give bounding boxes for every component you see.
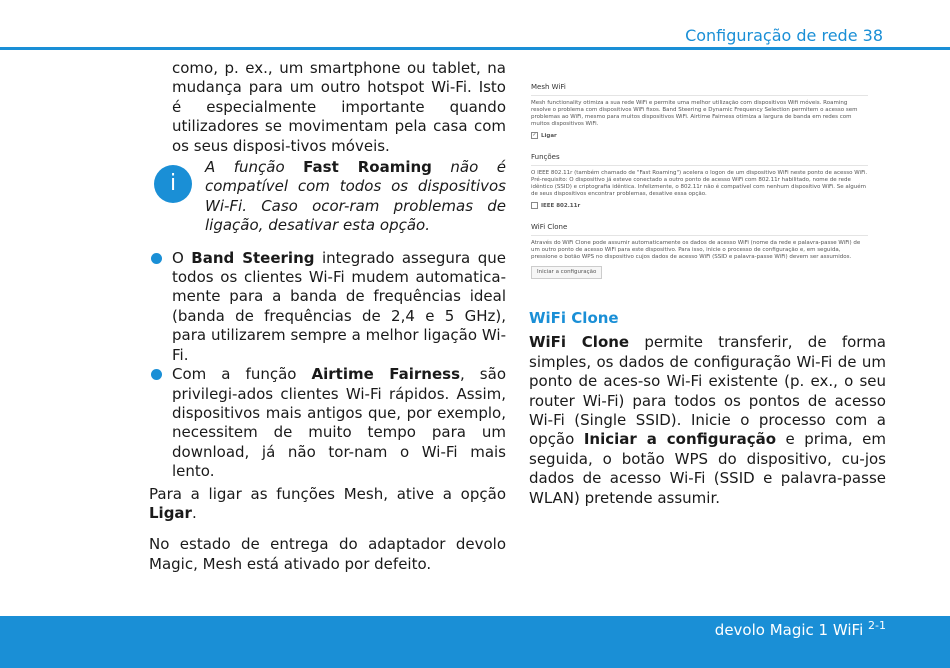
bullet-dot — [151, 253, 162, 264]
mesh-title: Mesh WiFi — [531, 83, 566, 91]
funcoes-description: O IEEE 802.11r (também chamado de "Fast Roaming") acelera o logon de um dispositivo WiFi neste ponto de acesso WiFi. Pré-requisito: O dispositivo já esteve conectado a outro ponto de acesso WiFi com 802.11r habilitado, nome de rede idêntico (SSID) e criptografia idêntica. Infelizmente, o 802.11r não é compatível com nenhum dispositivo WiFi. Se alguém de seus dispositivos encontrar problemas, desative essa opção. — [531, 170, 868, 197]
bullet-airtime-fairness — [149, 365, 506, 481]
header-rule — [0, 47, 950, 50]
start-configuration-button[interactable]: Iniciar a configuração — [531, 266, 602, 279]
ieee-label: IEEE 802.11r — [541, 203, 581, 209]
footer-text — [715, 619, 886, 639]
intro-paragraph: como, p. ex., um smartphone ou tablet, na mudança para um outro hotspot Wi-Fi. Isto é especialmente importante quando utilizadores se movimentam pela casa com os seus disposi-tivos móveis. — [172, 59, 506, 155]
note-text-post: não é compatível com todos os dispositivos Wi-Fi. Caso ocor-ram problemas de ligação, desativar esta opção. — [205, 158, 506, 235]
left-column — [149, 59, 506, 574]
clone-description: Através do WiFi Clone pode assumir automaticamente os dados de acesso WiFi (nome da rede e palavra-passe WiFi) de um outro ponto de acesso WiFi para este dispositivo. Para isso, inicie o processo de configuração e, em seguida, pressione o botão WPS no dispositivo cujos dados de acesso WiFi (SSID e palavra-passe WiFi) devem ser assumidos. — [531, 240, 861, 260]
enable-paragraph — [149, 485, 506, 524]
bullet1-bold: Band Steering — [191, 248, 315, 267]
bullet1-pre: O — [172, 248, 192, 267]
ligar-checkbox-row[interactable] — [531, 132, 868, 140]
default-state-paragraph: No estado de entrega do adaptador devolo Magic, Mesh está ativado por defeito. — [149, 535, 506, 573]
clone-text-1: permite transferir, de forma simples, os dados de configuração Wi-Fi de um ponto de aces-so Wi-Fi existente (p. ex., o seu router Wi-Fi) para todos os pontos de acesso Wi-Fi (Single SSID). Inicie o processo com a opção — [529, 333, 886, 449]
wifi-clone-heading: WiFi Clone — [529, 309, 619, 327]
note-text-bold: Fast Roaming — [303, 158, 432, 177]
clone-text-2: e prima, em seguida, o botão WPS do dispositivo, cu-jos dados de acesso Wi-Fi (SSID e palavra-passe WLAN) pretende assumir. — [529, 430, 886, 507]
page-header-title: Configuração de rede 38 — [685, 26, 883, 45]
right-column — [529, 309, 886, 508]
para1-bold: Ligar — [149, 503, 192, 522]
info-icon: i — [154, 165, 192, 203]
info-note — [149, 158, 506, 236]
note-text-pre: A função — [205, 158, 304, 177]
ligar-label: Ligar — [541, 133, 557, 139]
para1-pre: Para a ligar as funções Mesh, ative a opção — [149, 484, 506, 503]
bullet2-bold: Airtime Fairness — [311, 365, 460, 384]
para1-post: . — [191, 503, 197, 522]
clone-bold-1: WiFi Clone — [529, 333, 630, 352]
funcoes-title: Funções — [531, 153, 560, 161]
wifi-clone-paragraph — [529, 333, 886, 508]
bullet2-pre: Com a função — [172, 365, 312, 384]
clone-bold-2: Iniciar a configuração — [583, 430, 777, 449]
divider — [531, 165, 868, 166]
divider — [531, 95, 868, 96]
bullet-band-steering — [149, 249, 506, 365]
bullet-dot — [151, 369, 162, 380]
ieee-checkbox[interactable] — [531, 202, 538, 209]
divider — [531, 235, 868, 236]
mesh-description: Mesh functionality otimiza a sua rede WiFi e permite uma melhor utilização com dispositivos Wifi móveis. Roaming resolve o problema com dispositivos WiFi fixos. Band Steering e Dynamic Frequency Selection permitem o acesso sem problemas ao WiFi, mesmo para muitos dispositivos WiFi. Airtime Fairness otimiza a largura de banda em redes com muitos dispositivos WiFi. — [531, 100, 858, 127]
footer-product: devolo Magic 1 WiFi — [714, 621, 864, 639]
embedded-screenshot — [531, 80, 868, 295]
ligar-checkbox[interactable]: ✓ — [532, 132, 537, 138]
bullet1-post: integrado assegura que todos os clientes Wi-Fi mudem automatica-mente para a banda de frequências ideal (banda de frequências de 2,4 e 5 GHz), para utilizarem sempre a melhor ligação Wi-Fi. — [172, 248, 506, 364]
ieee-checkbox-row[interactable] — [531, 202, 868, 210]
bullet2-post: , são privilegi-ados clientes Wi-Fi rápidos. Assim, dispositivos mais antigos que, por exemplo, necessitem de muito tempo para um download, já não tor-nam o Wi-Fi mais lento. — [172, 365, 506, 481]
clone-title: WiFi Clone — [531, 223, 568, 231]
footer-page-number: 2-1 — [868, 619, 886, 632]
